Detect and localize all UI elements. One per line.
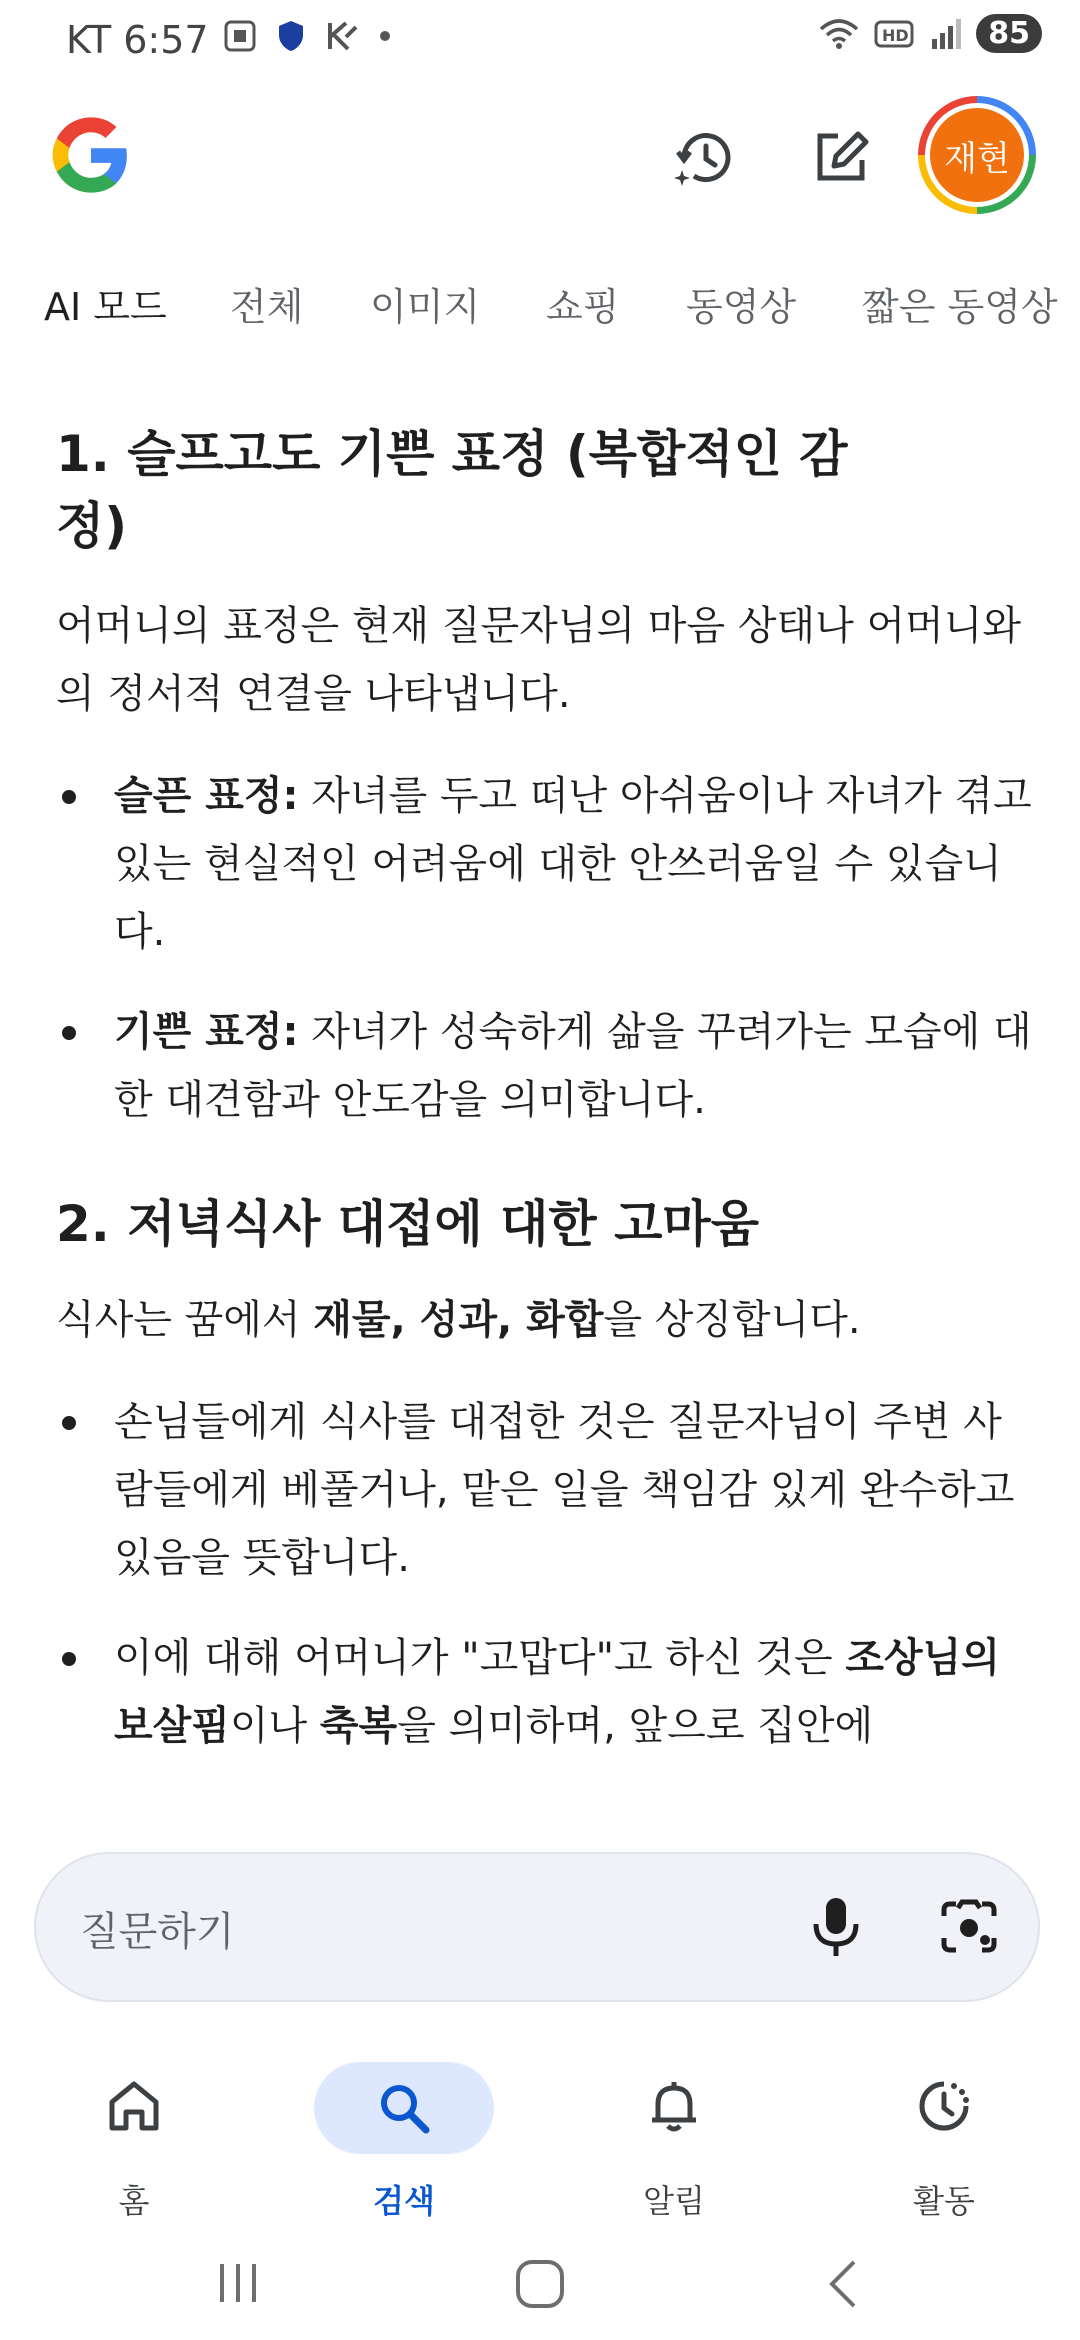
home-icon xyxy=(104,2076,164,2136)
bullet-list xyxy=(56,762,1036,1134)
system-navigation-bar xyxy=(0,2222,1080,2340)
text-span: 이에 대해 어머니가 "고맙다"고 하신 것은 xyxy=(114,1635,846,1681)
list-item xyxy=(56,1388,1036,1592)
bullet-text: 자녀가 성숙하게 삶을 꾸려가는 모습에 대한 대견함과 안도감을 의미합니다. xyxy=(114,1009,1032,1123)
nav-search[interactable] xyxy=(314,2060,494,2220)
ask-input-bar[interactable] xyxy=(34,1852,1040,2002)
history-sparkle-icon xyxy=(670,124,738,192)
signal-icon xyxy=(928,17,962,51)
dot-icon xyxy=(378,29,392,43)
status-carrier-time: KT 6:57 xyxy=(66,18,209,62)
bottom-navigation xyxy=(0,2036,1080,2222)
avatar: 재현 xyxy=(930,108,1024,202)
bullet-bold: 기쁜 표정: xyxy=(114,1009,299,1055)
edit-icon xyxy=(808,126,872,190)
screenshot-icon xyxy=(222,18,258,54)
bullet-dot xyxy=(62,1026,76,1040)
bullet-text: 자녀를 두고 떠난 아쉬움이나 자녀가 겪고 있는 현실적인 어려움에 대한 안쓰러움일 수 있습니다. xyxy=(114,773,1032,955)
nav-home-label: 홈 xyxy=(118,2182,150,2220)
list-item xyxy=(56,998,1036,1134)
bullet-dot xyxy=(62,790,76,804)
text-bold: 축복 xyxy=(319,1703,398,1749)
list-item xyxy=(56,762,1036,966)
status-bar xyxy=(0,0,1080,84)
bullet-list xyxy=(56,1388,1036,1760)
wifi-icon xyxy=(818,17,860,51)
avatar-inner xyxy=(925,103,1029,207)
tab-ai-mode[interactable]: AI 모드 xyxy=(44,285,167,329)
google-logo-icon[interactable] xyxy=(48,112,134,198)
back-icon[interactable] xyxy=(822,2256,866,2312)
status-icons-right xyxy=(818,14,1042,53)
nav-activity-label: 활동 xyxy=(913,2182,975,2220)
tab-videos[interactable]: 동영상 xyxy=(686,285,797,329)
section-heading: 1. 슬프고도 기쁜 표정 (복합적인 감정) xyxy=(56,425,848,555)
battery-level: 85 xyxy=(976,14,1042,53)
app-k-icon xyxy=(324,19,360,53)
text-span: 이나 xyxy=(229,1703,320,1749)
shield-icon xyxy=(276,19,306,53)
bullet-bold: 슬픈 표정: xyxy=(114,773,299,819)
activity-icon xyxy=(914,2076,974,2136)
bullet-text: 손님들에게 식사를 대접한 것은 질문자님이 주변 사람들에게 베풀거나, 맡은 일을 책임감 있게 완수하고 있음을 뜻합니다. xyxy=(114,1399,1015,1581)
nav-notifications[interactable] xyxy=(584,2060,764,2220)
account-avatar-button[interactable] xyxy=(918,96,1036,214)
tab-all[interactable]: 전체 xyxy=(230,285,304,329)
nav-home[interactable] xyxy=(44,2060,224,2220)
text-span: 을 상징합니다. xyxy=(603,1297,861,1343)
nav-notifications-label: 알림 xyxy=(643,2182,705,2220)
hd-icon xyxy=(874,18,914,50)
section-heading: 2. 저녁식사 대접에 대한 고마움 xyxy=(56,1195,760,1253)
svg-text:HD: HD xyxy=(882,25,909,45)
bullet-dot xyxy=(62,1416,76,1430)
text-bold: 재물, 성과, 화합 xyxy=(313,1297,604,1343)
status-icons-left xyxy=(222,18,392,54)
history-button[interactable] xyxy=(668,122,740,194)
tab-short-videos[interactable]: 짧은 동영상 xyxy=(862,285,1058,329)
list-item xyxy=(56,1624,1036,1760)
search-icon xyxy=(374,2078,434,2138)
microphone-icon[interactable] xyxy=(806,1894,866,1960)
ai-answer-content xyxy=(56,418,1036,1760)
nav-activity[interactable] xyxy=(854,2060,1034,2220)
section-intro: 어머니의 표정은 현재 질문자님의 마음 상태나 어머니와의 정서적 연결을 나타냅니다. xyxy=(56,603,1022,717)
camera-search-icon[interactable] xyxy=(936,1894,1002,1960)
tab-shopping[interactable]: 쇼핑 xyxy=(546,285,620,329)
tab-images[interactable]: 이미지 xyxy=(370,285,481,329)
bullet-dot xyxy=(62,1652,76,1666)
new-chat-button[interactable] xyxy=(804,122,876,194)
text-span: 을 의미하며, 앞으로 집안에 xyxy=(397,1703,874,1749)
text-span: 식사는 꿈에서 xyxy=(56,1297,314,1343)
nav-search-label: 검색 xyxy=(373,2182,435,2220)
section-intro xyxy=(56,1286,1036,1354)
bell-icon xyxy=(644,2076,704,2136)
text-bold: 조상님의 보살핌 xyxy=(114,1635,1000,1749)
recent-apps-icon[interactable] xyxy=(210,2258,266,2308)
app-header xyxy=(0,96,1080,226)
ask-input-placeholder[interactable]: 질문하기 xyxy=(80,1909,235,1955)
search-tabs xyxy=(0,268,1080,338)
home-system-icon[interactable] xyxy=(512,2256,568,2312)
